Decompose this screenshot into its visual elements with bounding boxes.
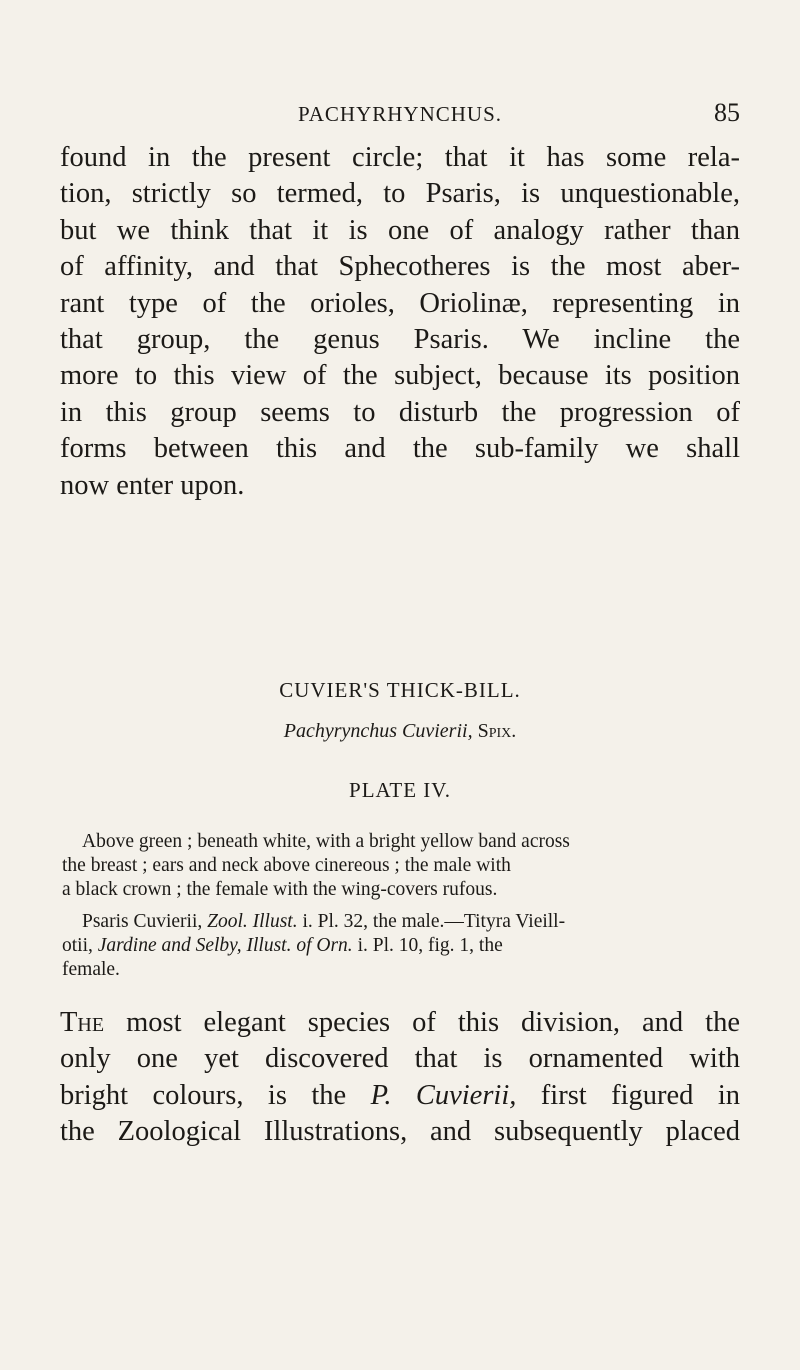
paragraph-2-text: bright colours, is the — [60, 1079, 371, 1111]
paragraph-2-lead: The — [60, 1007, 105, 1038]
paragraph-1-line: but we think that it is one of analogy rather than — [60, 214, 740, 246]
synonymy-line: female. — [62, 959, 120, 980]
synonymy-citation: Jardine and Selby, Illust. of Orn. — [97, 935, 353, 956]
paragraph-1-line: more to this view of the subject, because its position — [60, 360, 740, 392]
species-author: Spix. — [477, 720, 517, 742]
synonymy-text: otii, — [62, 935, 98, 956]
paragraph-1-line: forms between this and the sub-family we shall — [60, 433, 740, 465]
paragraph-1-line: that group, the genus Psaris. We incline the — [60, 324, 740, 356]
synonymy-line — [62, 910, 740, 934]
paragraph-2-text: most elegant species of this division, and the — [104, 1007, 740, 1038]
plate-label: PLATE IV. — [349, 778, 451, 802]
paragraph-2-line: the Zoological Illustrations, and subsequently placed — [60, 1116, 740, 1148]
synonymy-text: i. Pl. 32, the male.—Tityra Vieill- — [297, 911, 566, 932]
synonymy-citation: Zool. Illust. — [207, 911, 298, 932]
paragraph-2-species: P. Cuvierii, — [370, 1079, 517, 1111]
paragraph-2-line — [60, 1005, 740, 1041]
synonymy-text: i. Pl. 10, fig. 1, the — [352, 935, 503, 956]
paragraph-1-line: of affinity, and that Sphecotheres is the most aber- — [60, 251, 740, 283]
page-number: 85 — [714, 98, 740, 127]
synonymy-line — [62, 934, 740, 958]
paragraph-2 — [60, 1005, 740, 1151]
paragraph-1-line: now enter upon. — [60, 469, 245, 501]
paragraph-1-line: rant type of the orioles, Oriolinæ, representing in — [60, 287, 740, 319]
species-latin-name: Pachyrynchus Cuvierii, — [283, 720, 473, 742]
description-line: a black crown ; the female with the wing-covers rufous. — [62, 879, 498, 900]
synonymy — [62, 910, 740, 982]
paragraph-1-line: in this group seems to disturb the progression of — [60, 396, 740, 428]
paragraph-1-line: found in the present circle; that it has some rela- — [60, 142, 740, 173]
paragraph-2-line: only one yet discovered that is ornamented with — [60, 1043, 740, 1075]
synonymy-text: Psaris Cuvierii, — [82, 911, 208, 932]
running-title: PACHYRHYNCHUS. — [297, 102, 503, 126]
paragraph-2-line — [60, 1078, 740, 1114]
species-name — [0, 720, 800, 743]
description-line: Above green ; beneath white, with a bright yellow band across — [82, 831, 570, 852]
species-description — [62, 830, 740, 902]
running-head — [60, 98, 740, 134]
section-title: CUVIER'S THICK-BILL. — [279, 678, 521, 702]
description-line: the breast ; ears and neck above cinereous ; the male with — [62, 855, 511, 876]
paragraph-1-line: tion, strictly so termed, to Psaris, is unquestionable, — [60, 178, 740, 210]
paragraph-2-text: first figured in — [516, 1079, 740, 1111]
paragraph-1 — [60, 140, 740, 504]
